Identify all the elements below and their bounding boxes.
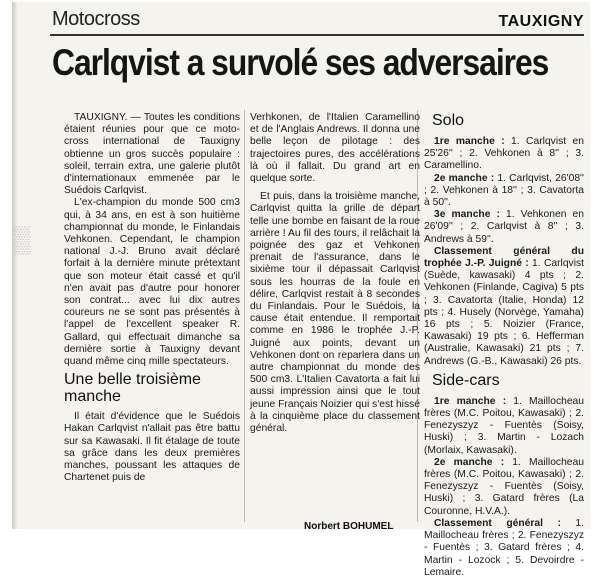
result-entry <box>424 209 584 246</box>
result-entry <box>424 136 584 173</box>
result-label: Classement général du trophée J.-P. Juigné : <box>424 245 584 270</box>
result-label: 1re manche : <box>434 136 505 147</box>
paragraph: Il était d'évidence que le Suédois Hakan Carlqvist n'allait pas être battu sur sa Kawasaki. Il fit étalage de toute sa grâce dans les deux premières manches, poussant les attaques de Chartenet puis de <box>64 411 240 484</box>
paragraph: Et puis, dans la troisième manche, Carlqvist quitta la grille de départ telle une bombe en faisant de la roue arrière ! Au fil des tours, il relâchait la poignée des gaz et Vehkonen prenait de l'assurance, dans le sixième tour il dépassait Carlqvist sous les hourras de la foule en délire, Carlqvist restait à 8 secondes du Finlandais. Pour le Suédois, la cause était entendue. Il remportait comme en 1986 le trophée J.-P. Juigné aux points, devant un Vehkonen dont on reparlera dans un autre championnat du monde des 500 cm3. L'Italien Cavatorta a fait lui aussi impression ainsi que le tout jeune Français Noizier qui s'est hissé à la cinquième place du classement général. <box>250 191 420 435</box>
headline: Carlqvist a survolé ses adversaires <box>52 42 549 83</box>
result-text: 1. Maillocheau frères ; 2. Fenezyszyz - Fuentès ; 3. Gatard frères ; 4. Martin - Lozock ; 5. Devoirdre - Lemaire. <box>424 517 584 578</box>
header-rule <box>50 34 584 36</box>
bleed-through-smudge: ▒ <box>12 224 30 254</box>
result-text: 1. Vehkonen en 26'09'' ; 2. Carlqvist à 8'' ; 3. Andrews à 59''. <box>424 209 584 245</box>
article-column-1 <box>64 112 240 484</box>
result-text: 1. Maillocheau frères (M.C. Poitou, Kawasaki) ; 2. Fenezyszyz - Fuentès (Soisy, Huski) ; 3. Gatard frères (La Couronne, H.V.A.). <box>424 456 584 517</box>
result-text: 1. Carlqvist (Suède, kawasaki) 4 pts ; 2. Vehkonen (Finlande, Cagiva) 5 pts ; 3. Cavatorta (Italie, Honda) 12 pts ; 4. Husely (Norvège, Yamaha) 16 pts ; 5. Noizier (France, Kawasaki) 19 pts ; 6. Hefferman (Australie, Kawasaki) 21 pts ; 7. Andrews (G.-B., Kawasaki) 26 pts. <box>424 258 584 367</box>
paragraph: TAUXIGNY. — Toutes les conditions étaient réunies pour que ce moto-cross international de Tauxigny obtienne un gros succès populaire : soleil, terrain extra, une galerie plutôt d'internationaux emmenée par le Suédois Carlqvist. <box>64 112 240 197</box>
result-text: 1. Carlqvist, 26'08'' ; 2. Vehkonen à 18'' ; 3. Cavatorta à 50''. <box>424 172 584 209</box>
result-text: 1. Carlqvist en 25'26'' ; 2. Vehkonen à 8'' ; 3. Caramellino. <box>424 136 584 172</box>
result-label: 3e manche : <box>434 209 500 221</box>
location-label: TAUXIGNY <box>498 13 584 30</box>
paragraph: L'ex-champion du monde 500 cm3 qui, à 34 ans, en est à son huitième championnat du monde, le Finlandais Vehkonen. Cependant, le champion national J.-J. Bruno avait déclaré forfait à la dernière minute prétextant que son moteur était cassé et qu'il n'en avait pas d'autre pour honorer son contrat... avec lui dix autres coureurs ne se sont pas présentés à l'appel de l'excellent speaker R. Gallard, qui effectuait dimanche sa dernière sortie à Tauxigny devant quand même cinq mille spectateurs. <box>64 197 240 368</box>
result-text: 1. Maillocheau frères (M.C. Poitou, Kawasaki) ; 2. Fenezyszyz - Fuentès (Soisy, Huski) ; 3. Martin - Lozach (Morlaix, Kawasaki). <box>424 395 584 456</box>
results-column <box>424 112 584 579</box>
result-entry <box>424 246 584 368</box>
article-header <box>50 6 584 34</box>
result-label: 1re manche : <box>434 395 507 407</box>
result-label: 2e manche : <box>434 172 495 184</box>
sidecar-section-title: Side-cars <box>432 371 500 389</box>
paragraph: Verhkonen, de l'Italien Caramellino et de l'Anglais Andrews. Il donna une belle leçon de pilotage : des trajectoires pures, des accélérations là où il fallait. Du grand art en quelque sorte. <box>250 112 420 185</box>
newspaper-clipping <box>12 2 590 578</box>
result-label: 2e manche : <box>434 456 505 468</box>
result-label: Classement général : <box>434 517 561 529</box>
result-entry <box>424 396 584 457</box>
article-column-2 <box>250 112 420 435</box>
result-entry <box>424 457 584 518</box>
result-entry <box>424 518 584 579</box>
result-entry <box>424 173 584 210</box>
byline: Norbert BOHUMEL <box>304 521 394 532</box>
column-divider <box>244 110 245 522</box>
solo-section-title: Solo <box>432 112 465 129</box>
rubric-label: Motocross <box>52 8 140 30</box>
subheading: Une belle troisième manche <box>64 371 201 406</box>
